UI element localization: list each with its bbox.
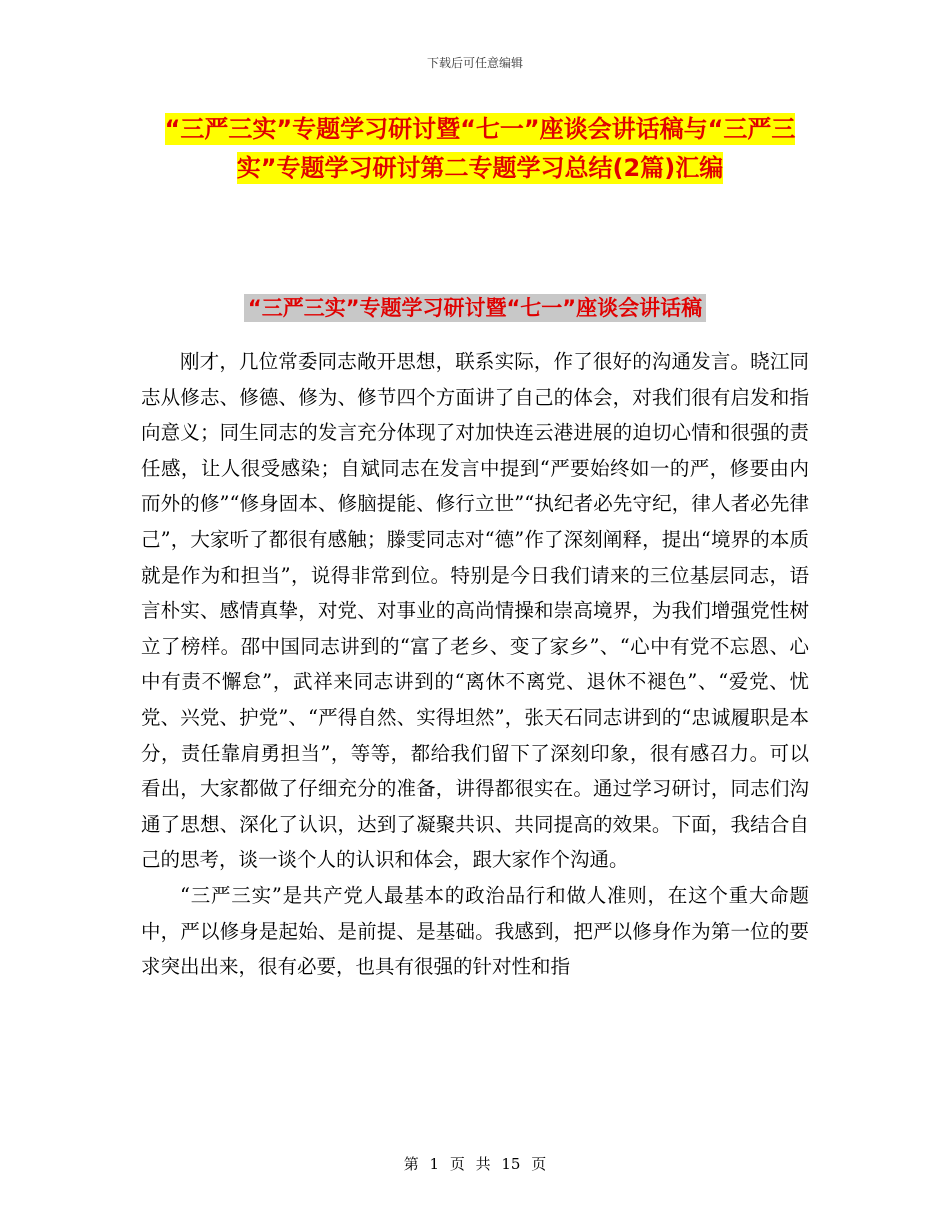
paragraph-1: 刚才，几位常委同志敞开思想，联系实际，作了很好的沟通发言。晓江同志从修志、修德、修为、修节四个方面讲了自己的体会，对我们很有启发和指向意义；同生同志的发言充分体现了对加快连云港进展的迫切心情和很强的责任感，让人很受感染；自斌同志在发言中提到“严要始终如一的严，修要由内而外的修”“修身固本、修脑提能、修行立世”“执纪者必先守纪，律人者必先律己”，大家听了都很有感触；滕雯同志对“德”作了深刻阐释，提出“境界的本质就是作为和担当”，说得非常到位。特别是今日我们请来的三位基层同志，语言朴实、感情真挚，对党、对事业的高尚情操和崇高境界，为我们增强党性树立了榜样。邵中国同志讲到的“富了老乡、变了家乡”、“心中有党不忘恩、心中有责不懈怠”，武祥来同志讲到的“离休不离党、退休不褪色”、“爱党、忧党、兴党、护党”、“严得自然、实得坦然”，张天石同志讲到的“忠诚履职是本分，责任靠肩勇担当”，等等，都给我们留下了深刻印象，很有感召力。可以看出，大家都做了仔细充分的准备，讲得都很实在。通过学习研讨，同志们沟通了思想、深化了认识，达到了凝聚共识、共同提高的效果。下面，我结合自己的思考，谈一谈个人的认识和体会，跟大家作个沟通。 [141,350,809,872]
document-body [141,344,809,985]
header-note: 下载后可任意编辑 [426,56,523,70]
section-title [0,292,950,322]
section-title-text: “三严三实”专题学习研讨暨“七一”座谈会讲话稿 [244,294,706,322]
document-title-text: “三严三实”专题学习研讨暨“七一”座谈会讲话稿与“三严三实”专题学习研讨第二专题学习总结(2篇)汇编 [164,115,796,182]
paragraph-2: “三严三实”是共产党人最基本的政治品行和做人准则，在这个重大命题中，严以修身是起始、是前提、是基础。我感到，把严以修身作为第一位的要求突出出来，很有必要，也具有很强的针对性和指 [141,883,809,979]
page-footer: 第 1 页 共 15 页 [403,1155,547,1173]
document-title [140,110,820,188]
